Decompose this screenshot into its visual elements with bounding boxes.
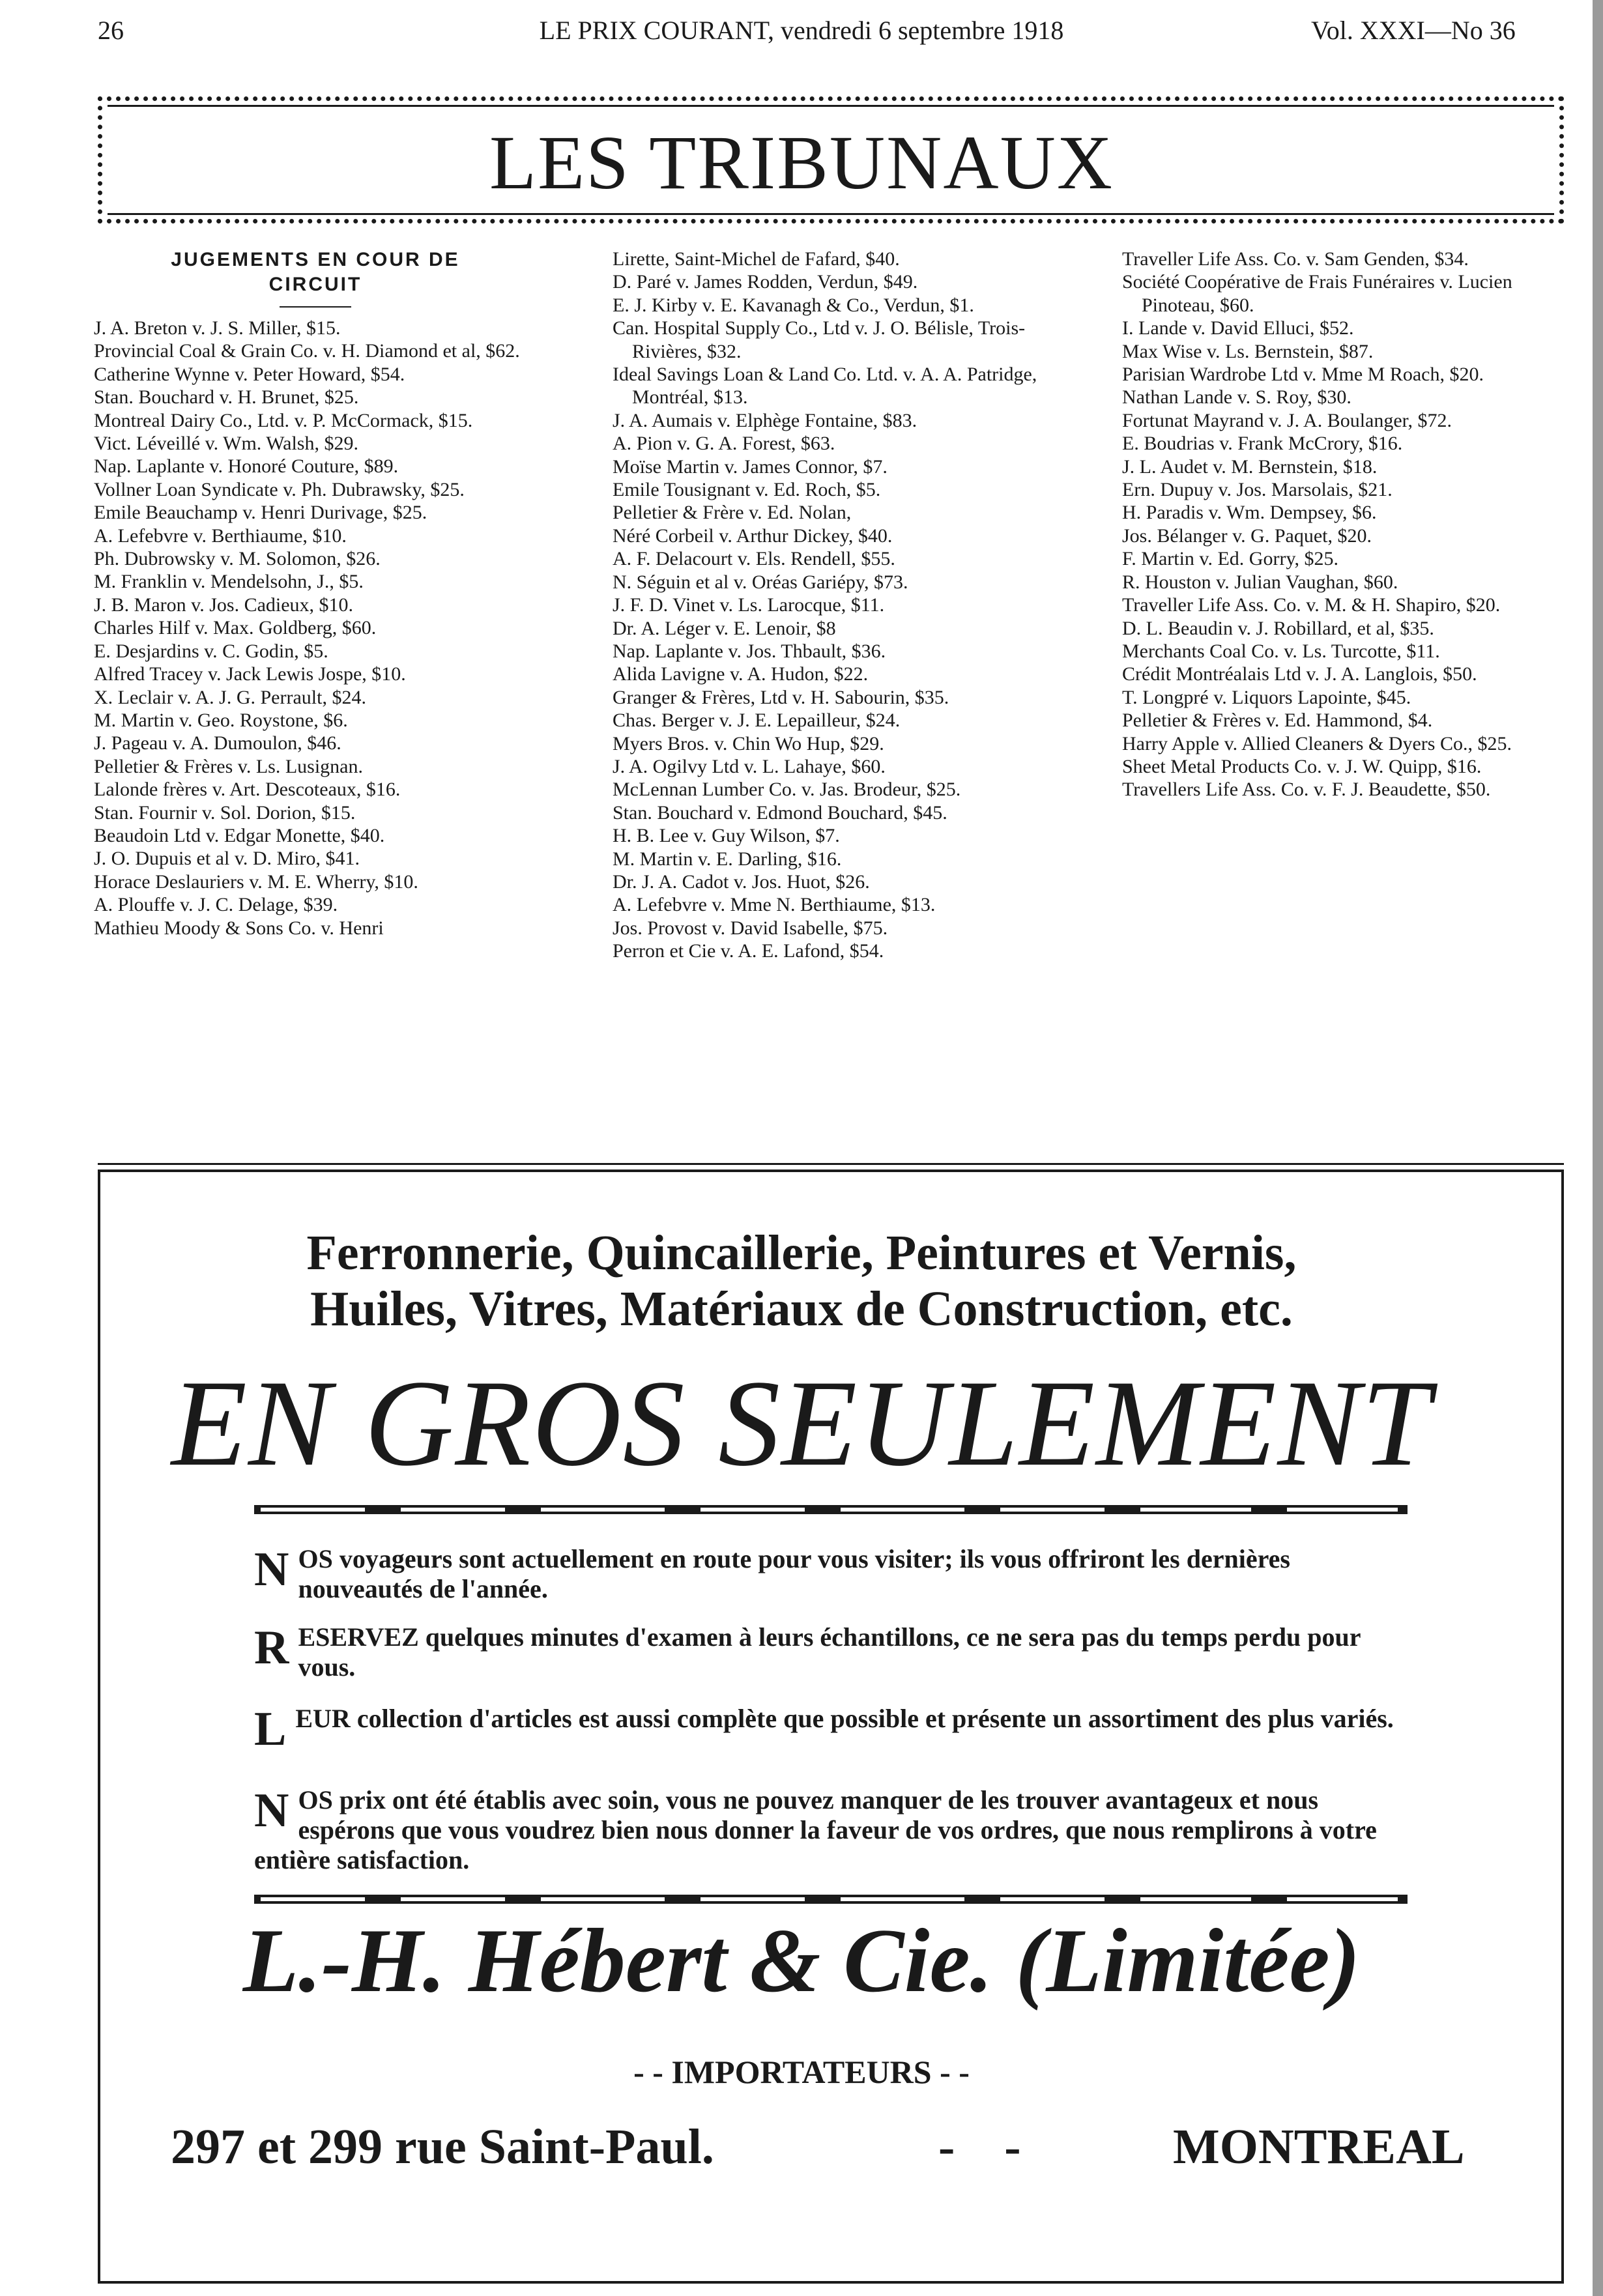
judgment-entry: Perron et Cie v. A. E. Lafond, $54.	[613, 940, 884, 962]
ad-paragraph-1	[254, 1544, 1414, 1604]
section-heading-line2: CIRCUIT	[268, 274, 362, 295]
judgment-entry: Pelletier & Frère v. Ed. Nolan,	[613, 502, 852, 524]
judgment-entry: Société Coopérative de Frais Funéraires v. Lucien Pinoteau, $60.	[1122, 271, 1512, 316]
judgment-entry: Max Wise v. Ls. Bernstein, $87.	[1122, 340, 1374, 362]
judgment-entry: N. Séguin et al v. Oréas Gariépy, $73.	[613, 571, 908, 593]
judgment-entry: J. Pageau v. A. Dumoulon, $46.	[94, 732, 341, 754]
judgment-entry: Travellers Life Ass. Co. v. F. J. Beaudette, $50.	[1122, 779, 1491, 801]
judgment-entry: E. Desjardins v. C. Godin, $5.	[94, 640, 328, 662]
ad-paragraph-3	[254, 1702, 1414, 1756]
judgment-entry: Jos. Provost v. David Isabelle, $75.	[613, 917, 888, 939]
page-edge	[1593, 0, 1603, 2296]
judgment-entry: Traveller Life Ass. Co. v. M. & H. Shapiro, $20.	[1122, 594, 1501, 616]
judgment-entry: Ph. Dubrowsky v. M. Solomon, $26.	[94, 548, 381, 570]
judgment-entry: I. Lande v. David Elluci, $52.	[1122, 317, 1354, 339]
judgment-entry: J. A. Ogilvy Ltd v. L. Lahaye, $60.	[613, 755, 886, 777]
importers-label: - - IMPORTATEURS - -	[633, 2054, 970, 2090]
judgment-entry: Crédit Montréalais Ltd v. J. A. Langlois, $50.	[1122, 663, 1477, 685]
city-name: MONTREAL	[1173, 2119, 1465, 2174]
judgment-entry: X. Leclair v. A. J. G. Perrault, $24.	[94, 686, 366, 708]
ad-paragraph-4	[254, 1785, 1414, 1875]
ad-wholesale-only: EN GROS SEULEMENT	[171, 1355, 1432, 1492]
judgment-entry: Granger & Frères, Ltd v. H. Sabourin, $35.	[613, 686, 949, 708]
judgment-entry: Emile Beauchamp v. Henri Durivage, $25.	[94, 502, 427, 524]
judgment-entry: Traveller Life Ass. Co. v. Sam Genden, $34.	[1122, 248, 1469, 270]
judgment-entry: Vict. Léveillé v. Wm. Walsh, $29.	[94, 433, 358, 455]
judgment-entry: Catherine Wynne v. Peter Howard, $54.	[94, 363, 405, 385]
judgment-entry: A. Pion v. G. A. Forest, $63.	[613, 433, 835, 455]
judgment-entry: J. O. Dupuis et al v. D. Miro, $41.	[94, 848, 360, 870]
judgment-entry: Can. Hospital Supply Co., Ltd v. J. O. Bélisle, Trois-Rivières, $32.	[613, 317, 1026, 362]
judgment-entry: Provincial Coal & Grain Co. v. H. Diamond et al, $62.	[94, 340, 520, 362]
judgment-entry: E. J. Kirby v. E. Kavanagh & Co., Verdun, $1.	[613, 294, 974, 316]
section-heading	[94, 248, 537, 297]
judgments-column-2	[613, 248, 1069, 963]
judgment-entry: Alfred Tracey v. Jack Lewis Jospe, $10.	[94, 663, 406, 685]
judgment-entry: Lalonde frères v. Art. Descoteaux, $16.	[94, 779, 401, 801]
judgment-entry: McLennan Lumber Co. v. Jas. Brodeur, $25.	[613, 779, 961, 801]
judgment-entry: Nap. Laplante v. Honoré Couture, $89.	[94, 455, 399, 478]
judgment-entry: Mathieu Moody & Sons Co. v. Henri	[94, 917, 384, 939]
judgment-entry: J. B. Maron v. Jos. Cadieux, $10.	[94, 594, 354, 616]
volume-number: Vol. XXXI—No 36	[1311, 16, 1516, 45]
judgment-entry: Jos. Bélanger v. G. Paquet, $20.	[1122, 524, 1372, 547]
judgment-entry: Sheet Metal Products Co. v. J. W. Quipp, $16.	[1122, 755, 1482, 777]
ad-headline-line1: Ferronnerie, Quincaillerie, Peintures et Vernis,	[306, 1226, 1297, 1280]
judgments-column-3	[1122, 248, 1572, 801]
company-name: L.-H. Hébert & Cie. (Limitée)	[242, 1910, 1361, 2011]
judgment-entry: Stan. Fournir v. Sol. Dorion, $15.	[94, 801, 356, 824]
judgment-entry: Alida Lavigne v. A. Hudon, $22.	[613, 663, 869, 685]
judgment-entry: Myers Bros. v. Chin Wo Hup, $29.	[613, 732, 884, 754]
page-number: 26	[98, 16, 124, 45]
drop-cap: N	[254, 1784, 289, 1837]
address-dashes: - -	[938, 2119, 1021, 2174]
advertisement-top-rule	[98, 1163, 1564, 1165]
judgment-entry: D. Paré v. James Rodden, Verdun, $49.	[613, 271, 918, 293]
judgment-entry: J. A. Breton v. J. S. Miller, $15.	[94, 317, 341, 339]
judgment-entry: Parisian Wardrobe Ltd v. Mme M Roach, $20.	[1122, 364, 1484, 386]
running-header-title: LE PRIX COURANT, vendredi 6 septembre 1918	[539, 16, 1064, 45]
judgment-entry: T. Longpré v. Liquors Lapointe, $45.	[1122, 686, 1411, 708]
judgment-entry: Beaudoin Ltd v. Edgar Monette, $40.	[94, 824, 385, 846]
judgment-entry: M. Martin v. Geo. Roystone, $6.	[94, 709, 348, 731]
judgment-entry: Ideal Savings Loan & Land Co. Ltd. v. A. A. Patridge, Montréal, $13.	[613, 364, 1037, 409]
judgment-entry: Dr. J. A. Cadot v. Jos. Huot, $26.	[613, 870, 870, 893]
ad-paragraph-text: EUR collection d'articles est aussi complète que possible et présente un assortiment des plus variés.	[295, 1704, 1394, 1733]
judgment-entry: A. Plouffe v. J. C. Delage, $39.	[94, 894, 338, 916]
judgment-entry: Moïse Martin v. James Connor, $7.	[613, 455, 888, 478]
judgment-entry: H. B. Lee v. Guy Wilson, $7.	[613, 825, 840, 847]
ornamental-rule-bottom	[254, 1888, 1408, 1910]
judgment-entry: Nap. Laplante v. Jos. Thbault, $36.	[613, 640, 886, 662]
ad-paragraph-text: OS voyageurs sont actuellement en route pour vous visiter; ils vous offriront les dernières nouveautés de l'année.	[298, 1544, 1290, 1603]
judgment-entry: J. L. Audet v. M. Bernstein, $18.	[1122, 455, 1378, 478]
judgment-entry: Stan. Bouchard v. H. Brunet, $25.	[94, 386, 359, 409]
judgment-entry: Néré Corbeil v. Arthur Dickey, $40.	[613, 524, 893, 547]
judgment-entry: E. Boudrias v. Frank McCrory, $16.	[1122, 433, 1403, 455]
judgment-entry: F. Martin v. Ed. Gorry, $25.	[1122, 548, 1339, 570]
judgment-entry: D. L. Beaudin v. J. Robillard, et al, $35.	[1122, 617, 1434, 639]
judgment-entry: M. Martin v. E. Darling, $16.	[613, 848, 842, 870]
drop-cap: R	[254, 1621, 289, 1674]
judgment-entry: Harry Apple v. Allied Cleaners & Dyers Co., $25.	[1122, 732, 1512, 754]
judgment-entry: Charles Hilf v. Max. Goldberg, $60.	[94, 617, 377, 639]
judgment-entry: A. Lefebvre v. Mme N. Berthiaume, $13.	[613, 894, 936, 916]
judgment-entry: Montreal Dairy Co., Ltd. v. P. McCormack, $15.	[94, 409, 473, 431]
judgment-entry: R. Houston v. Julian Vaughan, $60.	[1122, 571, 1398, 593]
ad-paragraph-2	[254, 1622, 1414, 1682]
judgment-entry: Lirette, Saint-Michel de Fafard, $40.	[613, 248, 900, 270]
judgment-entry: Fortunat Mayrand v. J. A. Boulanger, $72.	[1122, 409, 1452, 431]
page-title: LES TRIBUNAUX	[489, 120, 1114, 205]
judgment-entry: Ern. Dupuy v. Jos. Marsolais, $21.	[1122, 479, 1393, 501]
judgment-entry: Chas. Berger v. J. E. Lepailleur, $24.	[613, 710, 901, 732]
judgment-entry: Nathan Lande v. S. Roy, $30.	[1122, 386, 1351, 409]
section-heading-line1: JUGEMENTS EN COUR DE	[171, 249, 460, 270]
ornamental-rule-top	[254, 1499, 1408, 1521]
judgment-entry: Pelletier & Frères v. Ls. Lusignan.	[94, 755, 363, 777]
judgment-entry: Dr. A. Léger v. E. Lenoir, $8	[613, 617, 836, 639]
drop-cap: L	[254, 1702, 287, 1756]
judgment-entry: Pelletier & Frères v. Ed. Hammond, $4.	[1122, 710, 1433, 732]
drop-cap: N	[254, 1543, 289, 1596]
ad-headline-line2: Huiles, Vitres, Matériaux de Construction, etc.	[310, 1282, 1293, 1336]
ad-paragraph-text: OS prix ont été établis avec soin, vous ne pouvez manquer de les trouver avantageux et nous espérons que vous voudrez bien nous donner la faveur de vos ordres, que nous remplirons à votre entière satisfaction.	[254, 1785, 1377, 1874]
judgment-entry: Emile Tousignant v. Ed. Roch, $5.	[613, 479, 881, 501]
judgment-entry: Horace Deslauriers v. M. E. Wherry, $10.	[94, 870, 418, 893]
judgment-entry: A. Lefebvre v. Berthiaume, $10.	[94, 524, 347, 547]
judgment-entry: J. F. D. Vinet v. Ls. Larocque, $11.	[613, 594, 885, 616]
section-divider	[280, 306, 351, 308]
street-address: 297 et 299 rue Saint-Paul.	[171, 2119, 714, 2174]
judgment-entry: Merchants Coal Co. v. Ls. Turcotte, $11.	[1122, 640, 1440, 662]
judgment-entry: Stan. Bouchard v. Edmond Bouchard, $45.	[613, 801, 947, 824]
judgment-entry: Vollner Loan Syndicate v. Ph. Dubrawsky, $25.	[94, 478, 465, 500]
judgment-entry: M. Franklin v. Mendelsohn, J., $5.	[94, 571, 364, 593]
judgment-entry: H. Paradis v. Wm. Dempsey, $6.	[1122, 502, 1377, 524]
judgment-entry: J. A. Aumais v. Elphège Fontaine, $83.	[613, 409, 917, 431]
judgments-column-1	[94, 248, 537, 940]
ad-paragraph-text: ESERVEZ quelques minutes d'examen à leurs échantillons, ce ne sera pas du temps perdu pour vous.	[298, 1622, 1361, 1682]
judgment-entry: A. F. Delacourt v. Els. Rendell, $55.	[613, 548, 895, 570]
